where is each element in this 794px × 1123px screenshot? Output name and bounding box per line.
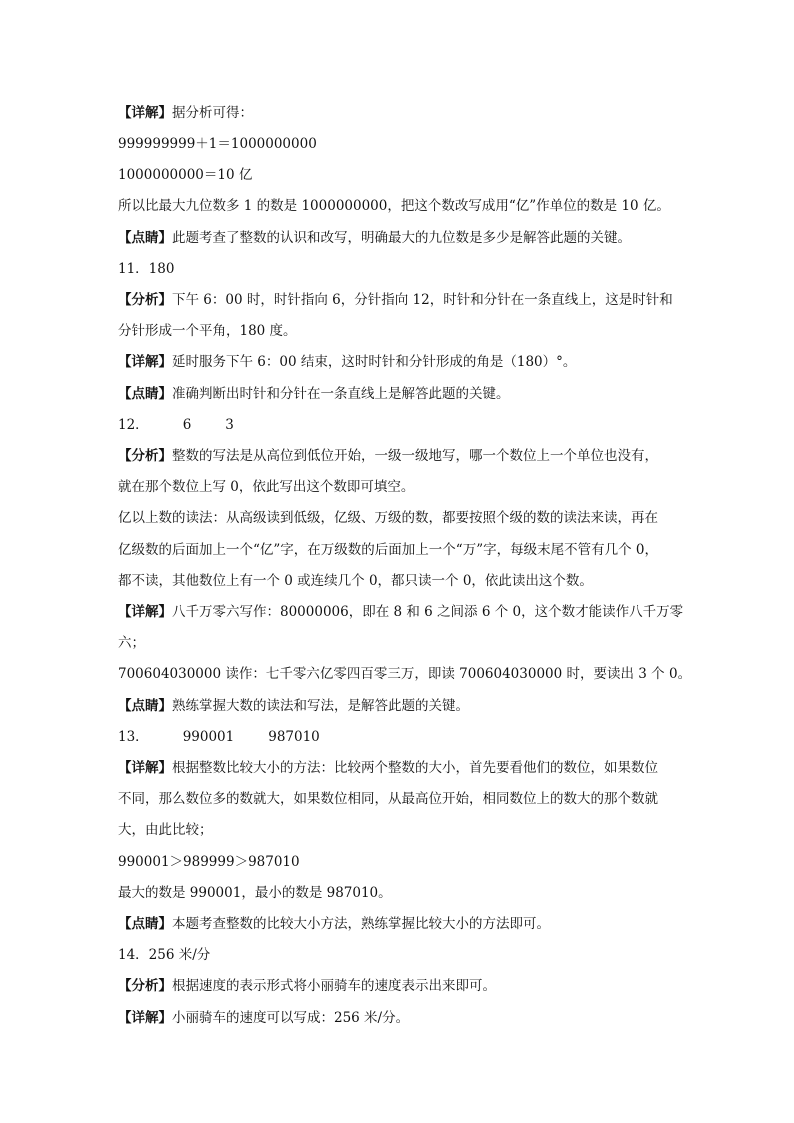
text-line bbox=[118, 384, 510, 404]
line-text: 11．180 bbox=[118, 261, 175, 277]
text-line bbox=[118, 321, 297, 341]
section-tag: 【分析】 bbox=[118, 292, 172, 308]
line-text: 亿级数的后面加上一个“亿”字，在万级数的后面加上一个“万”字，每级末尾不管有几个 0， bbox=[118, 542, 658, 558]
line-text: 下午 6：00 时，时针指向 6，分针指向 12，时针和分针在一条直线上，这是时针和 bbox=[172, 292, 673, 308]
section-tag: 【点睛】 bbox=[118, 230, 172, 246]
line-text: 就在那个数位上写 0，依此写出这个数即可填空。 bbox=[118, 479, 415, 495]
answer-value: 3 bbox=[225, 417, 234, 433]
line-text: 700604030000 读作：七千零六亿零四百零三万，即读 700604030000 时，要读出 3 个 0。 bbox=[118, 666, 692, 682]
text-line bbox=[118, 976, 496, 996]
line-text: 据分析可得： bbox=[172, 105, 253, 121]
section-tag: 【详解】 bbox=[118, 1010, 172, 1026]
question-number bbox=[118, 727, 320, 747]
section-tag: 【分析】 bbox=[118, 448, 172, 464]
line-text: 最大的数是 990001，最小的数是 987010。 bbox=[118, 885, 392, 901]
section-tag: 【详解】 bbox=[118, 604, 172, 620]
line-text: 小丽骑车的速度可以写成：256 米/分。 bbox=[172, 1010, 410, 1026]
line-text: 延时服务下午 6：00 结束，这时时针和分针形成的角是（180）°。 bbox=[172, 354, 577, 370]
line-text: 根据整数比较大小的方法：比较两个整数的大小，首先要看他们的数位，如果数位 bbox=[172, 760, 658, 776]
section-tag: 【点睛】 bbox=[118, 386, 172, 402]
line-text: 不同，那么数位多的数就大，如果数位相同，从最高位开始，相同数位上的数大的那个数就 bbox=[118, 791, 658, 807]
question-number bbox=[118, 259, 174, 279]
text-line bbox=[118, 196, 670, 216]
line-text: 准确判断出时针和分针在一条直线上是解答此题的关键。 bbox=[172, 386, 510, 402]
line-text: 此题考查了整数的认识和改写，明确最大的九位数是多少是解答此题的关键。 bbox=[172, 230, 631, 246]
line-text: 都不读，其他数位上有一个 0 或连续几个 0，都只读一个 0，依此读出这个数。 bbox=[118, 573, 593, 589]
text-line bbox=[118, 914, 550, 934]
line-text: 整数的写法是从高位到低位开始，一级一级地写，哪一个数位上一个单位也没有， bbox=[172, 448, 658, 464]
line-text: 根据速度的表示形式将小丽骑车的速度表示出来即可。 bbox=[172, 978, 496, 994]
line-text: 六； bbox=[118, 635, 145, 651]
line-text: 12． bbox=[118, 417, 149, 433]
answer-value: 987010 bbox=[268, 729, 320, 745]
line-text: 1000000000＝10 亿 bbox=[118, 167, 253, 183]
section-tag: 【点睛】 bbox=[118, 916, 172, 932]
text-line bbox=[118, 446, 658, 466]
text-line bbox=[118, 696, 469, 716]
text-line bbox=[118, 477, 414, 497]
text-line bbox=[118, 540, 658, 560]
section-tag: 【分析】 bbox=[118, 978, 172, 994]
answer-value: 6 bbox=[182, 417, 192, 433]
line-text: 亿以上数的读法：从高级读到低级，亿级、万级的数，都要按照个级的数的读法来读，再在 bbox=[118, 510, 658, 526]
text-line bbox=[118, 134, 317, 154]
section-tag: 【详解】 bbox=[118, 760, 172, 776]
line-text: 分针形成一个平角，180 度。 bbox=[118, 323, 297, 339]
line-text: 990001＞989999＞987010 bbox=[118, 854, 300, 870]
line-text: 本题考查整数的比较大小方法，熟练掌握比较大小的方法即可。 bbox=[172, 916, 550, 932]
text-line bbox=[118, 820, 213, 840]
line-text: 大，由此比较； bbox=[118, 822, 213, 838]
text-line bbox=[118, 508, 658, 528]
line-text: 所以比最大九位数多 1 的数是 1000000000，把这个数改写成用“亿”作单位的数是 10 亿。 bbox=[118, 198, 670, 214]
text-line bbox=[118, 789, 658, 809]
text-line bbox=[118, 103, 253, 123]
line-text: 999999999＋1＝1000000000 bbox=[118, 136, 317, 152]
text-line bbox=[118, 165, 252, 185]
line-text: 八千万零六写作：80000006，即在 8 和 6 之间添 6 个 0，这个数才能读作八千万零 bbox=[172, 604, 684, 620]
text-line bbox=[118, 852, 300, 872]
text-line bbox=[118, 633, 145, 653]
section-tag: 【详解】 bbox=[118, 105, 172, 121]
text-line bbox=[118, 602, 683, 622]
section-tag: 【点睛】 bbox=[118, 698, 172, 714]
line-text: 13． bbox=[118, 729, 149, 745]
answer-value: 990001 bbox=[182, 729, 235, 745]
question-number bbox=[118, 945, 210, 965]
text-line bbox=[118, 758, 658, 778]
question-number bbox=[118, 415, 234, 435]
text-line bbox=[118, 352, 576, 372]
text-line bbox=[118, 571, 593, 591]
text-line bbox=[118, 228, 631, 248]
line-text: 熟练掌握大数的读法和写法，是解答此题的关键。 bbox=[172, 698, 469, 714]
line-text: 14．256 米/分 bbox=[118, 947, 211, 963]
section-tag: 【详解】 bbox=[118, 354, 172, 370]
text-line bbox=[118, 883, 392, 903]
text-line bbox=[118, 1008, 409, 1028]
text-line bbox=[118, 664, 691, 684]
text-line bbox=[118, 290, 673, 310]
